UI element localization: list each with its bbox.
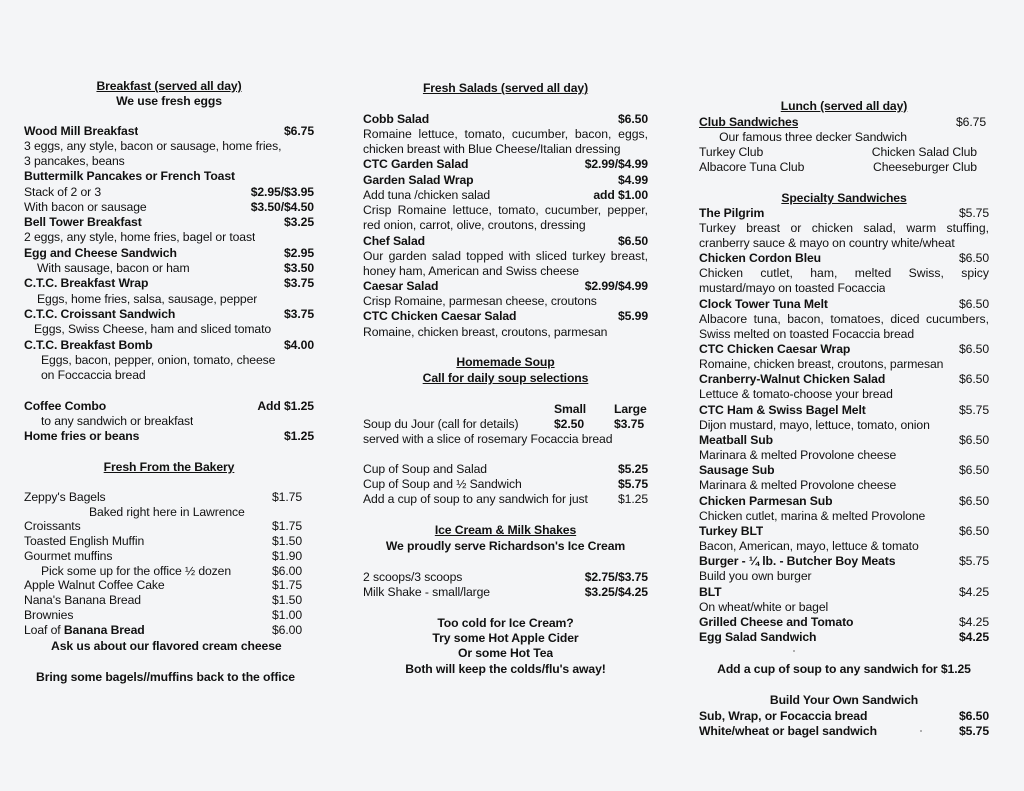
menu-item-club-sandwiches: Club Sandwiches $6.75 bbox=[699, 115, 986, 129]
soup-heading: Homemade Soup bbox=[456, 355, 555, 369]
menu-item-turkey-blt: Turkey BLT $6.50 bbox=[699, 524, 989, 538]
scan-speck bbox=[793, 650, 795, 652]
menu-item-wood-mill-breakfast: Wood Mill Breakfast $6.75 bbox=[24, 124, 314, 138]
menu-item-meatball-sub: Meatball Sub $6.50 bbox=[699, 433, 989, 447]
menu-item-cobb-salad: Cobb Salad $6.50 bbox=[363, 112, 648, 126]
ice-cream-item: 2 scoops/3 scoops $2.75/$3.75 bbox=[363, 570, 648, 584]
item-description: Our garden salad topped with sliced turkey breast, bbox=[363, 249, 648, 263]
promo-line: Too cold for Ice Cream? bbox=[437, 616, 574, 630]
bakery-item: Pick some up for the office ½ dozen $6.00 bbox=[41, 564, 302, 578]
item-description: honey ham, American and Swiss cheese bbox=[363, 264, 579, 278]
menu-item-garden-salad-wrap: Garden Salad Wrap $4.99 bbox=[363, 173, 648, 187]
bakery-note: Ask us about our flavored cream cheese bbox=[51, 639, 282, 653]
menu-item-chef-salad: Chef Salad $6.50 bbox=[363, 234, 648, 248]
build-your-own-item: White/wheat or bagel sandwich $5.75 bbox=[699, 724, 989, 738]
bakery-item: Gourmet muffins $1.90 bbox=[24, 549, 302, 563]
promo-line: Try some Hot Apple Cider bbox=[432, 631, 579, 645]
item-description: served with a slice of rosemary Focaccia bread bbox=[363, 432, 613, 446]
breakfast-subheading: We use fresh eggs bbox=[116, 94, 222, 108]
ice-cream-heading: Ice Cream & Milk Shakes bbox=[434, 523, 577, 537]
menu-item-blt: BLT $4.25 bbox=[699, 585, 989, 599]
breakfast-heading: Breakfast (served all day) bbox=[96, 79, 242, 93]
bakery-item: Zeppy's Bagels $1.75 bbox=[24, 490, 302, 504]
menu-item-ctc-chicken-caesar-salad: CTC Chicken Caesar Salad $5.99 bbox=[363, 309, 648, 323]
item-description: Our famous three decker Sandwich bbox=[719, 130, 907, 144]
item-description: mustard/mayo on toasted Focaccia bbox=[699, 281, 886, 295]
soup-item: Cup of Soup and ½ Sandwich $5.75 bbox=[363, 477, 648, 491]
item-description: Albacore tuna, bacon, tomatoes, diced cucumbers, bbox=[699, 312, 989, 326]
item-option: Stack of 2 or 3 $2.95/$3.95 bbox=[24, 185, 314, 199]
item-description: Chicken cutlet, marina & melted Provolone bbox=[699, 509, 926, 523]
item-description: Eggs, home fries, salsa, sausage, pepper bbox=[37, 292, 258, 306]
menu-item-cranberry-walnut-chicken-salad: Cranberry-Walnut Chicken Salad $6.50 bbox=[699, 372, 989, 386]
menu-item-bell-tower-breakfast: Bell Tower Breakfast $3.25 bbox=[24, 215, 314, 229]
club-variety-row: Albacore Tuna Club Cheeseburger Club bbox=[699, 160, 977, 174]
item-description: to any sandwich or breakfast bbox=[41, 414, 194, 428]
item-description: red onion, carrot, olive, croutons, dressing bbox=[363, 218, 586, 232]
build-your-own-item: Sub, Wrap, or Focaccia bread $6.50 bbox=[699, 709, 989, 723]
promo-line: Both will keep the colds/flu's away! bbox=[405, 662, 606, 676]
salads-heading: Fresh Salads (served all day) bbox=[422, 81, 589, 95]
menu-item-the-pilgrim: The Pilgrim $5.75 bbox=[699, 206, 989, 220]
bakery-item: Baked right here in Lawrence bbox=[89, 505, 245, 519]
item-description: Dijon mustard, mayo, lettuce, tomato, onion bbox=[699, 418, 930, 432]
menu-item-ctc-breakfast-bomb: C.T.C. Breakfast Bomb $4.00 bbox=[24, 338, 314, 352]
bakery-item: Nana's Banana Bread $1.50 bbox=[24, 593, 302, 607]
ice-cream-item: Milk Shake - small/large $3.25/$4.25 bbox=[363, 585, 648, 599]
item-description: Crisp Romaine, parmesan cheese, croutons bbox=[363, 294, 597, 308]
menu-item-burger: Burger - ¼ lb. - Butcher Boy Meats $5.75 bbox=[699, 554, 989, 568]
item-description: Lettuce & tomato-choose your bread bbox=[699, 387, 893, 401]
lunch-heading: Lunch (served all day) bbox=[780, 99, 908, 113]
menu-item-ctc-chicken-caesar-wrap: CTC Chicken Caesar Wrap $6.50 bbox=[699, 342, 989, 356]
menu-item-coffee-combo: Coffee Combo Add $1.25 bbox=[24, 399, 314, 413]
promo-line: Or some Hot Tea bbox=[457, 646, 554, 660]
menu-item-ctc-breakfast-wrap: C.T.C. Breakfast Wrap $3.75 bbox=[24, 276, 314, 290]
bakery-item-banana-bread-loaf: Loaf of Banana Bread $6.00 bbox=[24, 623, 302, 637]
club-variety-row: Turkey Club Chicken Salad Club bbox=[699, 145, 977, 159]
menu-item-ctc-garden-salad: CTC Garden Salad $2.99/$4.99 bbox=[363, 157, 648, 171]
menu-item-clock-tower-tuna-melt: Clock Tower Tuna Melt $6.50 bbox=[699, 297, 989, 311]
item-option: With sausage, bacon or ham $3.50 bbox=[37, 261, 314, 275]
item-description: Marinara & melted Provolone cheese bbox=[699, 448, 897, 462]
build-your-own-heading: Build Your Own Sandwich bbox=[769, 693, 919, 707]
soup-addon-note: Add a cup of soup to any sandwich for $1.25 bbox=[717, 662, 971, 676]
item-description: on Foccaccia bread bbox=[41, 368, 146, 382]
item-description: Turkey breast or chicken salad, warm stuffing, bbox=[699, 221, 989, 235]
bakery-item: Croissants $1.75 bbox=[24, 519, 302, 533]
soup-item: Add a cup of soup to any sandwich for just $1.25 bbox=[363, 492, 648, 506]
scan-speck bbox=[920, 730, 922, 732]
menu-item-egg-salad-sandwich: Egg Salad Sandwich $4.25 bbox=[699, 630, 989, 644]
item-description: chicken breast with Blue Cheese/Italian dressing bbox=[363, 142, 621, 156]
item-description: Swiss melted on toasted Focaccia bread bbox=[699, 327, 915, 341]
item-description: Crisp Romaine lettuce, tomato, cucumber, pepper, bbox=[363, 203, 648, 217]
item-option: With bacon or sausage $3.50/$4.50 bbox=[24, 200, 314, 214]
item-description: 2 eggs, any style, home fries, bagel or toast bbox=[24, 230, 256, 244]
soup-item: Cup of Soup and Salad $5.25 bbox=[363, 462, 648, 476]
menu-item-pancakes-french-toast: Buttermilk Pancakes or French Toast bbox=[24, 169, 235, 183]
item-description: Romaine lettuce, tomato, cucumber, bacon, eggs, bbox=[363, 127, 648, 141]
menu-item-home-fries: Home fries or beans $1.25 bbox=[24, 429, 314, 443]
item-description: Romaine, chicken breast, croutons, parmesan bbox=[363, 325, 608, 339]
menu-item-chicken-cordon-bleu: Chicken Cordon Bleu $6.50 bbox=[699, 251, 989, 265]
bakery-footer: Bring some bagels//muffins back to the office bbox=[36, 670, 295, 684]
item-description: cranberry sauce & mayo on country white/wheat bbox=[699, 236, 955, 250]
item-description: Chicken cutlet, ham, melted Swiss, spicy bbox=[699, 266, 989, 280]
soup-subheading: Call for daily soup selections bbox=[422, 371, 589, 385]
menu-item-ctc-ham-swiss-bagel-melt: CTC Ham & Swiss Bagel Melt $5.75 bbox=[699, 403, 989, 417]
item-description: Romaine, chicken breast, croutons, parmesan bbox=[699, 357, 944, 371]
menu-item-caesar-salad: Caesar Salad $2.99/$4.99 bbox=[363, 279, 648, 293]
item-description: Marinara & melted Provolone cheese bbox=[699, 478, 897, 492]
item-description: On wheat/white or bagel bbox=[699, 600, 829, 614]
ice-cream-subheading: We proudly serve Richardson's Ice Cream bbox=[385, 539, 626, 553]
specialty-heading: Specialty Sandwiches bbox=[781, 191, 907, 205]
menu-item-sausage-sub: Sausage Sub $6.50 bbox=[699, 463, 989, 477]
bakery-heading: Fresh From the Bakery bbox=[103, 460, 235, 474]
item-description: Eggs, Swiss Cheese, ham and sliced tomato bbox=[34, 322, 272, 336]
menu-item-chicken-parmesan-sub: Chicken Parmesan Sub $6.50 bbox=[699, 494, 989, 508]
item-description: Bacon, American, mayo, lettuce & tomato bbox=[699, 539, 919, 553]
item-option: Add tuna /chicken salad add $1.00 bbox=[363, 188, 648, 202]
menu-item-ctc-croissant-sandwich: C.T.C. Croissant Sandwich $3.75 bbox=[24, 307, 314, 321]
bakery-item: Toasted English Muffin $1.50 bbox=[24, 534, 302, 548]
menu-item-egg-cheese-sandwich: Egg and Cheese Sandwich $2.95 bbox=[24, 246, 314, 260]
menu-item-grilled-cheese-tomato: Grilled Cheese and Tomato $4.25 bbox=[699, 615, 989, 629]
bakery-item: Apple Walnut Coffee Cake $1.75 bbox=[24, 578, 302, 592]
item-description: 3 eggs, any style, bacon or sausage, home fries, bbox=[24, 139, 282, 153]
item-description: 3 pancakes, beans bbox=[24, 154, 125, 168]
item-description: Eggs, bacon, pepper, onion, tomato, cheese bbox=[41, 353, 276, 367]
soup-du-jour-row: Soup du Jour (call for details) $2.50 $3.75 bbox=[363, 417, 644, 431]
bakery-item: Brownies $1.00 bbox=[24, 608, 302, 622]
item-description: Build you own burger bbox=[699, 569, 812, 583]
